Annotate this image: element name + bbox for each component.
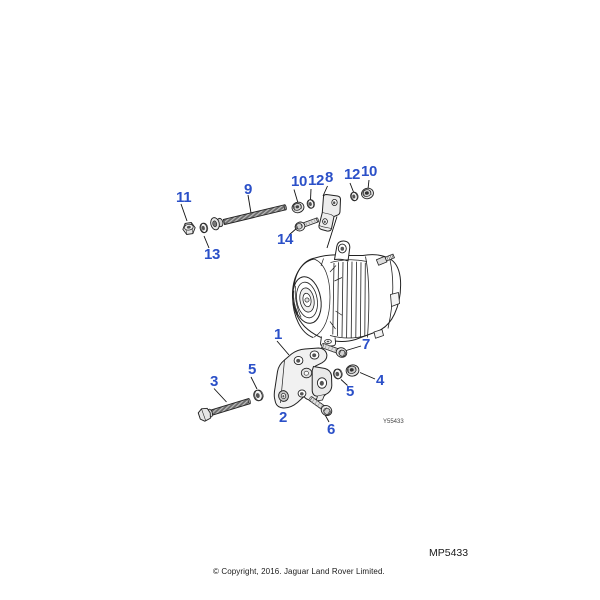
- callout-11[interactable]: 11: [176, 189, 192, 206]
- callout-14[interactable]: 14: [277, 231, 294, 248]
- bolt-14: [294, 218, 319, 233]
- callout-7[interactable]: 7: [362, 336, 371, 353]
- washer-5-left: [253, 389, 265, 402]
- washer-5-right: [333, 368, 344, 379]
- nut-4: [345, 364, 360, 378]
- drawing-code: Y55433: [383, 419, 404, 425]
- callout-4[interactable]: 4: [376, 372, 385, 389]
- callout-12-b[interactable]: 12: [344, 166, 361, 183]
- callout-1[interactable]: 1: [274, 326, 283, 343]
- washer-12-left: [306, 199, 315, 209]
- callout-10-a[interactable]: 10: [291, 173, 308, 190]
- callout-5-a[interactable]: 5: [248, 361, 257, 378]
- callout-2[interactable]: 2: [279, 409, 288, 426]
- nut-10-left: [291, 201, 305, 214]
- figure-code: MP5433: [429, 547, 469, 559]
- callout-9[interactable]: 9: [244, 181, 253, 198]
- nut-11: [182, 222, 196, 235]
- callout-12-a[interactable]: 12: [308, 172, 325, 189]
- callout-8[interactable]: 8: [325, 169, 334, 186]
- bolt-9: [209, 205, 286, 231]
- callout-5-b[interactable]: 5: [346, 383, 355, 400]
- callout-6[interactable]: 6: [327, 421, 336, 438]
- washer-12-right: [350, 191, 359, 201]
- bracket-8: [319, 195, 341, 232]
- nut-10-right: [360, 187, 374, 200]
- bolt-3: [197, 398, 251, 422]
- alternator: [289, 241, 400, 347]
- copyright-text: © Copyright, 2016. Jaguar Land Rover Limited.: [213, 567, 385, 576]
- callout-13[interactable]: 13: [204, 246, 221, 263]
- callout-10-b[interactable]: 10: [361, 163, 378, 180]
- washer-13: [199, 222, 209, 233]
- callout-3[interactable]: 3: [210, 373, 219, 390]
